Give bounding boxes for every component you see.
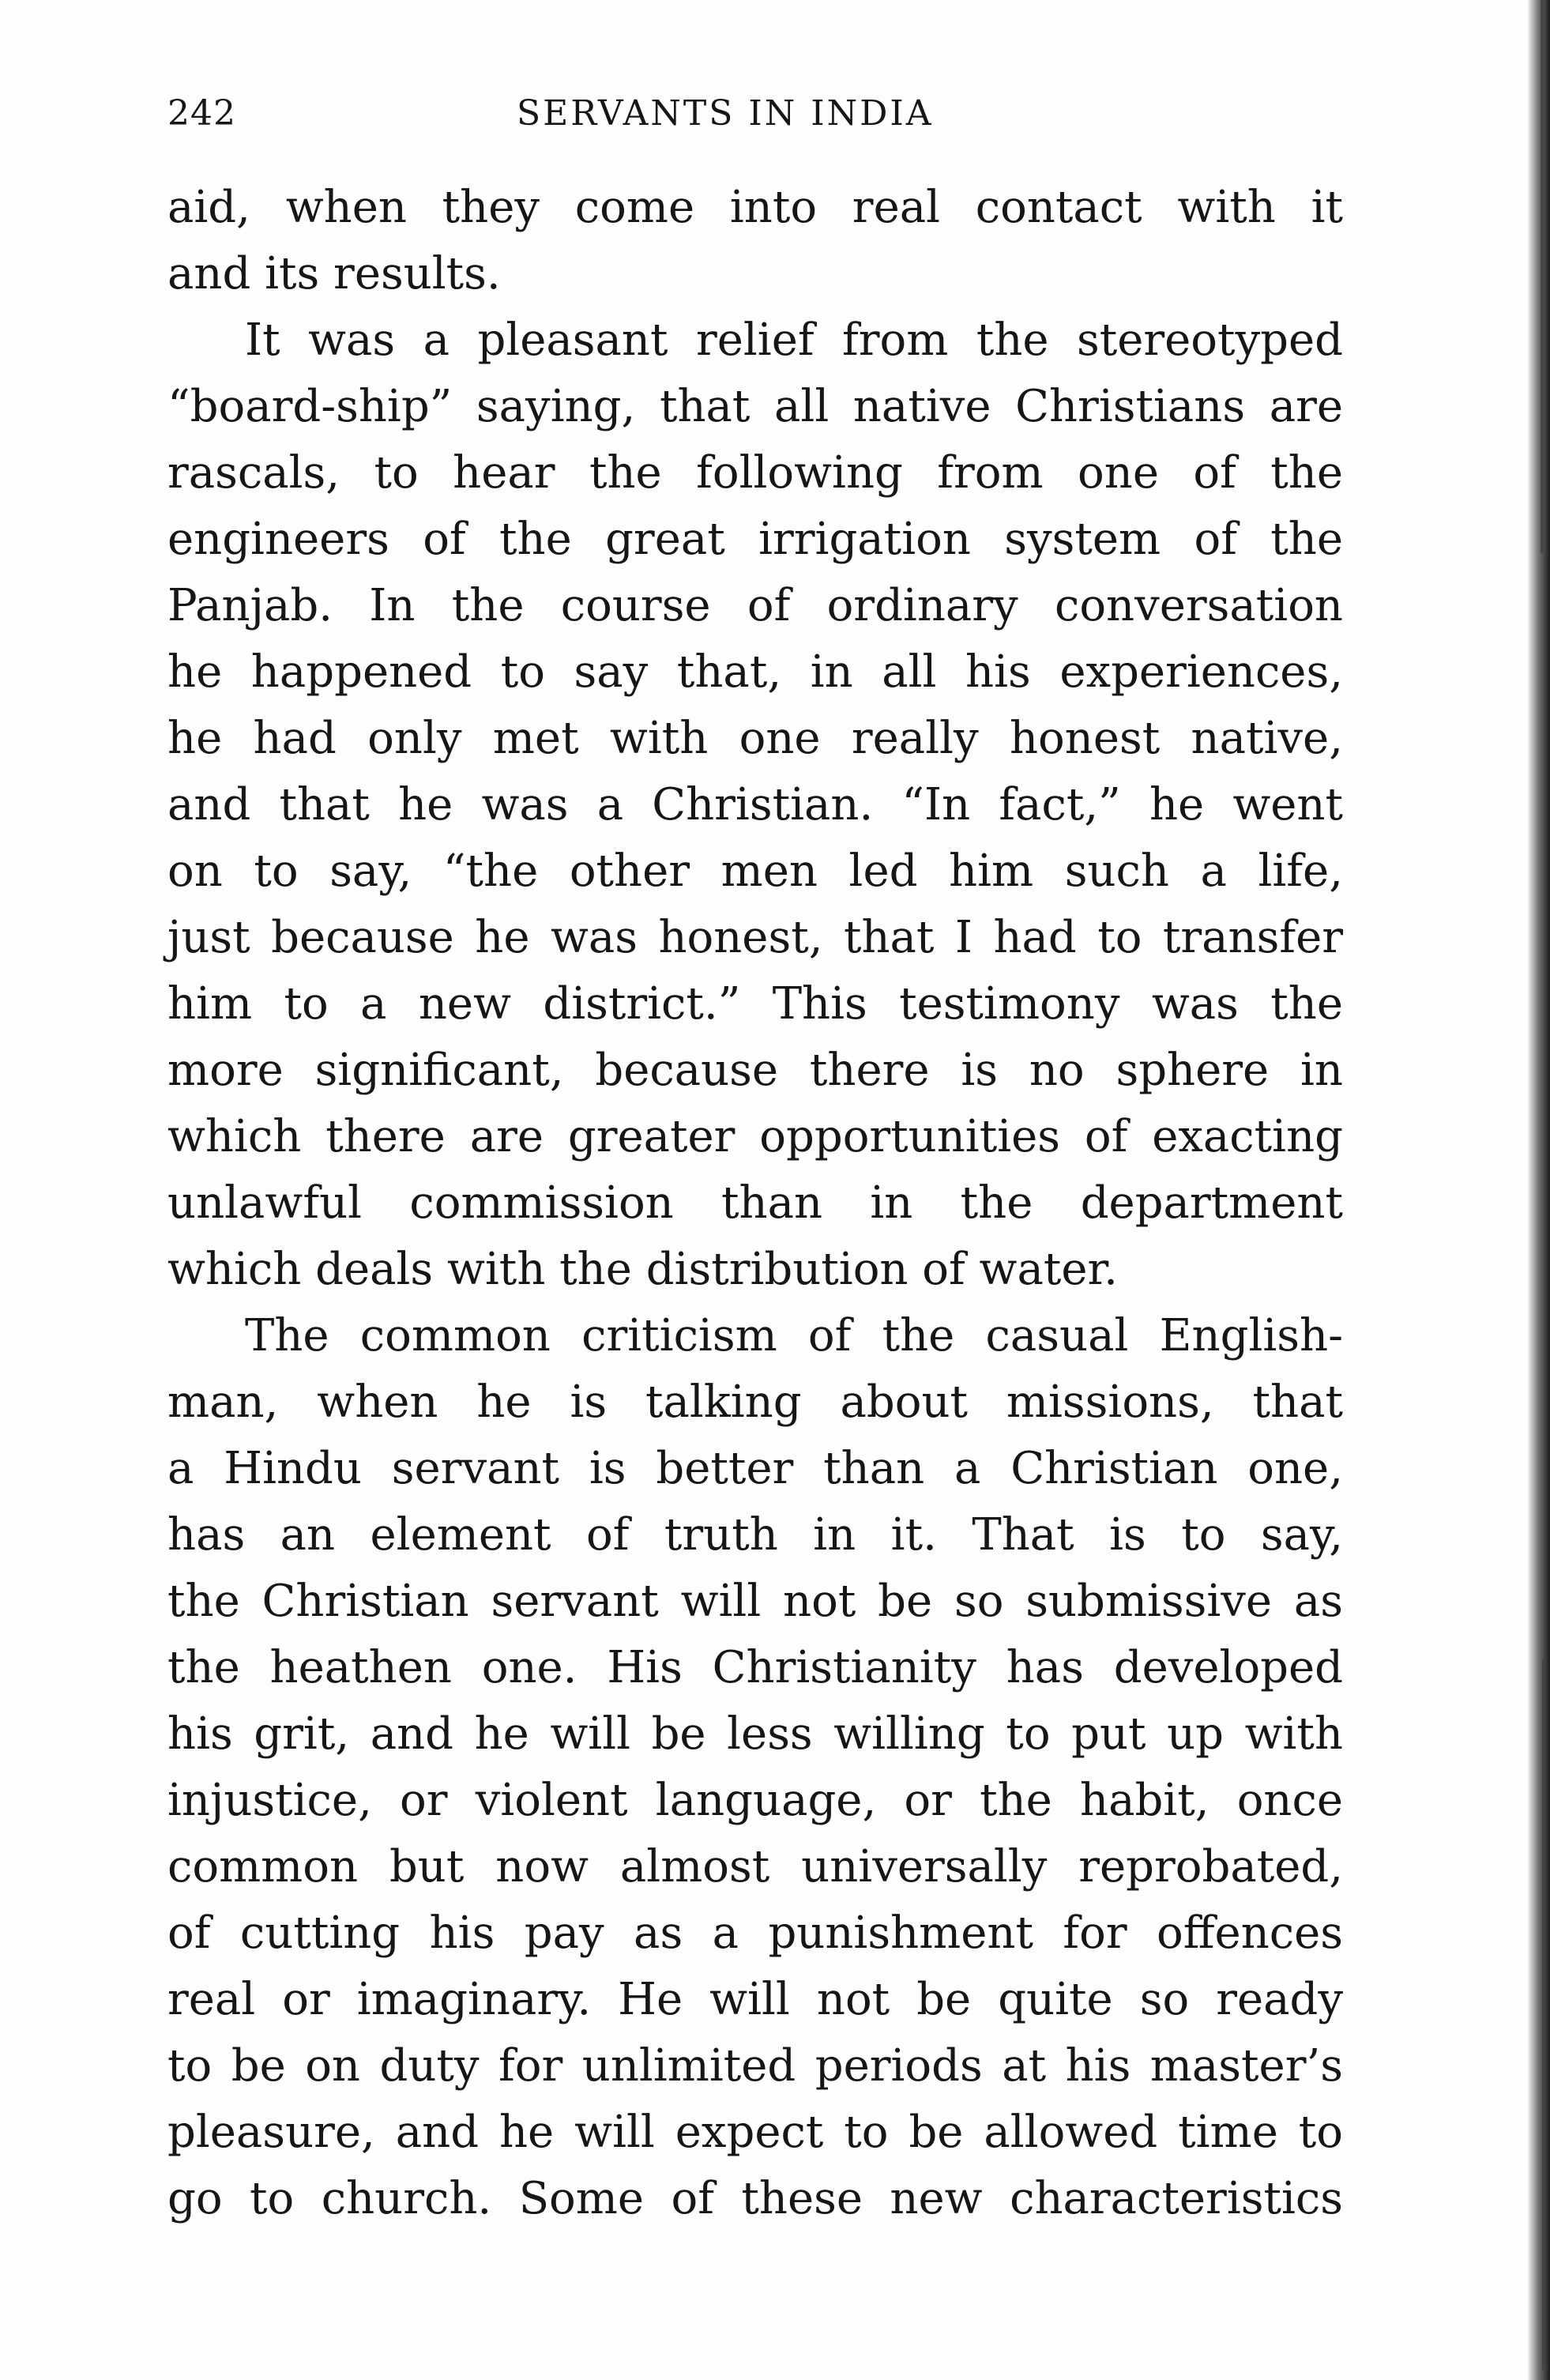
page-edge-mark xyxy=(1542,1659,1545,2371)
paragraph xyxy=(167,307,1343,1303)
page-edge-mark xyxy=(1541,0,1544,553)
text-line: a Hindu servant is better than a Christian one, xyxy=(167,1443,1343,1494)
text-line: common but now almost universally reprobated, xyxy=(167,1841,1343,1892)
text-line: him to a new district.” This testimony was the xyxy=(167,978,1343,1030)
page-number: 242 xyxy=(167,93,236,134)
text-line: the Christian servant will not be so submissive as xyxy=(167,1576,1343,1627)
body-text xyxy=(167,175,1343,2232)
text-line: and its results. xyxy=(167,248,501,299)
text-line: his grit, and he will be less willing to put up with xyxy=(167,1708,1343,1760)
running-head: SERVANTS IN INDIA xyxy=(517,93,934,134)
text-line: aid, when they come into real contact with it xyxy=(167,182,1343,233)
text-line: unlawful commission than in the department xyxy=(167,1177,1343,1229)
text-line: on to say, “the other men led him such a life, xyxy=(167,845,1343,897)
text-line: It was a pleasant relief from the stereotyped xyxy=(245,314,1343,366)
text-line: Panjab. In the course of ordinary conversation xyxy=(167,580,1343,631)
text-line: to be on duty for unlimited periods at his master’s xyxy=(167,2040,1343,2092)
text-line: the heathen one. His Christianity has developed xyxy=(167,1642,1343,1693)
text-line: has an element of truth in it. That is to say, xyxy=(167,1509,1343,1561)
text-line: engineers of the great irrigation system of the xyxy=(167,514,1343,565)
paragraph xyxy=(167,1303,1343,2232)
page-header xyxy=(167,93,1343,141)
text-line: he happened to say that, in all his experiences, xyxy=(167,646,1343,698)
text-line: real or imaginary. He will not be quite so ready xyxy=(167,1974,1343,2025)
text-line: “board-ship” saying, that all native Christians are xyxy=(167,381,1343,432)
text-line: just because he was honest, that I had to transfer xyxy=(167,912,1343,963)
text-line: and that he was a Christian. “In fact,” he went xyxy=(167,779,1343,830)
text-line: which deals with the distribution of water. xyxy=(167,1244,1118,1295)
text-line: go to church. Some of these new characteristics xyxy=(167,2173,1343,2224)
paragraph xyxy=(167,175,1343,307)
text-line: rascals, to hear the following from one of the xyxy=(167,447,1343,499)
text-line: injustice, or violent language, or the habit, once xyxy=(167,1775,1343,1826)
page-edge-shadow xyxy=(1528,0,1550,2380)
text-line: pleasure, and he will expect to be allowed time to xyxy=(167,2107,1343,2158)
text-line: of cutting his pay as a punishment for offences xyxy=(167,1907,1343,1959)
text-line: The common criticism of the casual English- xyxy=(245,1310,1343,1361)
text-line: he had only met with one really honest native, xyxy=(167,713,1343,764)
text-line: man, when he is talking about missions, that xyxy=(167,1376,1343,1428)
text-line: which there are greater opportunities of exacting xyxy=(167,1111,1343,1162)
text-line: more significant, because there is no sphere in xyxy=(167,1045,1343,1096)
